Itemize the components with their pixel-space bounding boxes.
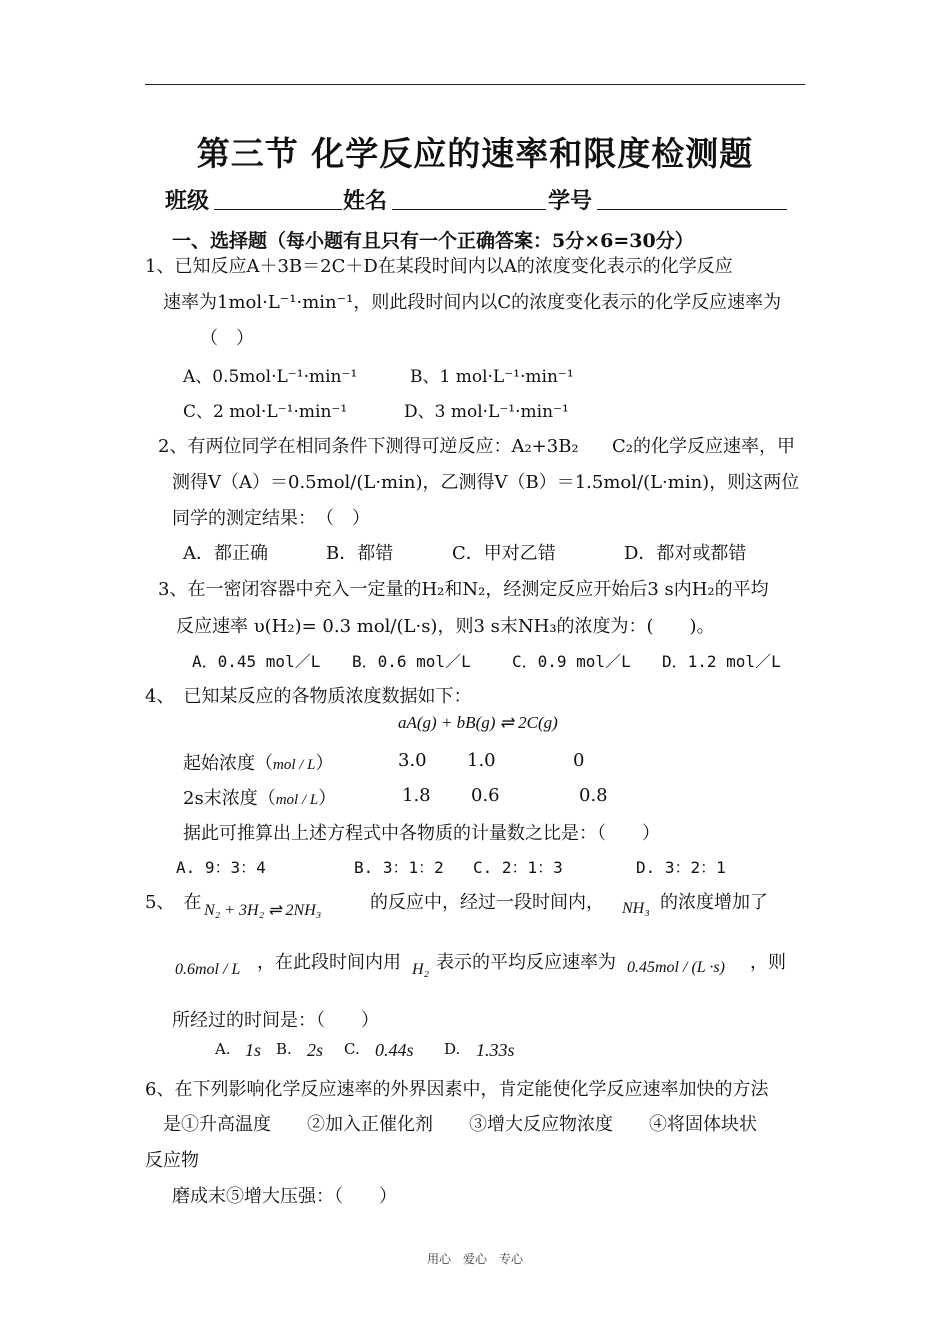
q6-line3: 反应物	[145, 1150, 199, 1171]
q6-line1: 6、在下列影响化学反应速率的外界因素中，肯定能使化学反应速率加快的方法	[145, 1079, 769, 1100]
q5-option-b-label: B.	[276, 1040, 292, 1058]
q4-equation: aA(g) + bB(g) ⇌ 2C(g)	[398, 713, 558, 732]
q4-line3: 据此可推算出上述方程式中各物质的计量数之比是：（ ）	[183, 823, 660, 844]
q5-option-d: 1.33s	[476, 1040, 515, 1060]
q4-option-a: A. 9：3：4	[176, 858, 266, 877]
q5-mid3: ，在此段时间内用	[257, 952, 401, 973]
q2-option-b: B．都错	[326, 543, 394, 564]
q4-row1-b: 1.0	[467, 750, 496, 771]
name-label: 姓名	[343, 188, 388, 214]
q4-line1: 4、 已知某反应的各物质浓度数据如下：	[145, 686, 472, 707]
class-label: 班级	[165, 188, 210, 214]
q4-option-b: B. 3：1：2	[354, 858, 444, 877]
q4-row1-a: 3.0	[398, 750, 427, 771]
q2-line1-b: C₂的化学反应速率，甲	[612, 436, 795, 457]
q1-line2: 速率为1mol·L⁻¹·min⁻¹，则此段时间内以C的浓度变化表示的化学反应速率为	[163, 292, 782, 313]
name-field[interactable]	[392, 184, 546, 210]
q1-option-b: B、1 mol·L⁻¹·min⁻¹	[410, 367, 574, 387]
q5-rate: 0.45mol / (L ·s)	[627, 959, 725, 976]
q2-line2: 测得V（A）＝0.5mol/(L·min)，乙测得V（B）＝1.5mol/(L·min)，则这两位	[172, 472, 800, 493]
q5-h2: H₂	[412, 961, 430, 978]
q5-option-c-label: C.	[344, 1040, 360, 1058]
q2-option-d: D．都对或都错	[624, 543, 747, 564]
q2-option-a: A．都正确	[183, 543, 268, 564]
q5-option-b: 2s	[307, 1040, 324, 1060]
q3-line1: 3、在一密闭容器中充入一定量的H₂和N₂，经测定反应开始后3 s内H₂的平均	[158, 579, 769, 600]
q4-row2-b: 0.6	[471, 785, 500, 806]
q2-line3: 同学的测定结果： （ ）	[172, 508, 370, 529]
q4-row1-label: 起始浓度（mol / L）	[183, 753, 334, 774]
q4-row2-a: 1.8	[402, 785, 431, 806]
q3-option-d: D．1.2 mol／L	[662, 652, 781, 671]
q4-option-c: C. 2：1：3	[473, 858, 563, 877]
q5-option-d-label: D.	[444, 1040, 461, 1058]
q6-line4: 磨成末⑤增大压强：（ ）	[172, 1186, 397, 1207]
q4-row2-label: 2s末浓度（mol / L）	[183, 788, 337, 809]
q5-mid2: 的浓度增加了	[660, 892, 768, 913]
q5-mid5: ，则	[750, 952, 786, 973]
q5-nh3: NH₃	[622, 900, 650, 917]
q5-option-a-label: A.	[215, 1040, 231, 1058]
q1-answer-paren: （ ）	[200, 328, 254, 349]
q5-prefix: 5、 在	[145, 892, 202, 913]
q5-mid1: 的反应中，经过一段时间内，	[370, 892, 604, 913]
q4-option-d: D. 3：2：1	[636, 858, 726, 877]
page-footer: 用心 爱心 专心	[426, 1252, 523, 1266]
q5-option-c: 0.44s	[375, 1040, 414, 1060]
q1-option-d: D、3 mol·L⁻¹·min⁻¹	[404, 402, 569, 422]
section-heading: 一、选择题（每小题有且只有一个正确答案：5分×6=30分）	[172, 230, 694, 252]
q3-option-c: C．0.9 mol／L	[512, 652, 631, 671]
q2-option-c: C．甲对乙错	[452, 543, 556, 564]
q4-row2-c: 0.8	[579, 785, 608, 806]
q5-line3: 所经过的时间是：（ ）	[172, 1010, 379, 1031]
q4-row1-c: 0	[573, 750, 585, 771]
q5-equation: N₂ + 3H₂ ⇌ 2NH₃	[204, 902, 322, 919]
student-id-field[interactable]	[597, 184, 787, 210]
q5-mid4: 表示的平均反应速率为	[436, 952, 616, 973]
student-id-label: 学号	[548, 188, 593, 214]
page-title: 第三节 化学反应的速率和限度检测题	[196, 134, 754, 173]
q1-option-a: A、0.5mol·L⁻¹·min⁻¹	[183, 367, 358, 387]
header-rule	[145, 84, 805, 85]
q3-line2: 反应速率 υ(H₂)= 0.3 mol/(L·s)，则3 s末NH₃的浓度为：( )。	[176, 616, 715, 637]
q3-option-b: B．0.6 mol／L	[352, 652, 471, 671]
q3-option-a: A．0.45 mol／L	[192, 652, 321, 671]
q2-line1-a: 2、有两位同学在相同条件下测得可逆反应：A₂+3B₂	[158, 436, 579, 457]
q5-concentration: 0.6mol / L	[175, 961, 241, 978]
class-field[interactable]	[214, 184, 342, 210]
q1-option-c: C、2 mol·L⁻¹·min⁻¹	[183, 402, 348, 422]
q6-line2: 是①升高温度 ②加入正催化剂 ③增大反应物浓度 ④将固体块状	[163, 1114, 757, 1135]
q5-option-a: 1s	[245, 1040, 262, 1060]
q1-line1: 1、已知反应A＋3B＝2C＋D在某段时间内以A的浓度变化表示的化学反应	[145, 256, 733, 277]
